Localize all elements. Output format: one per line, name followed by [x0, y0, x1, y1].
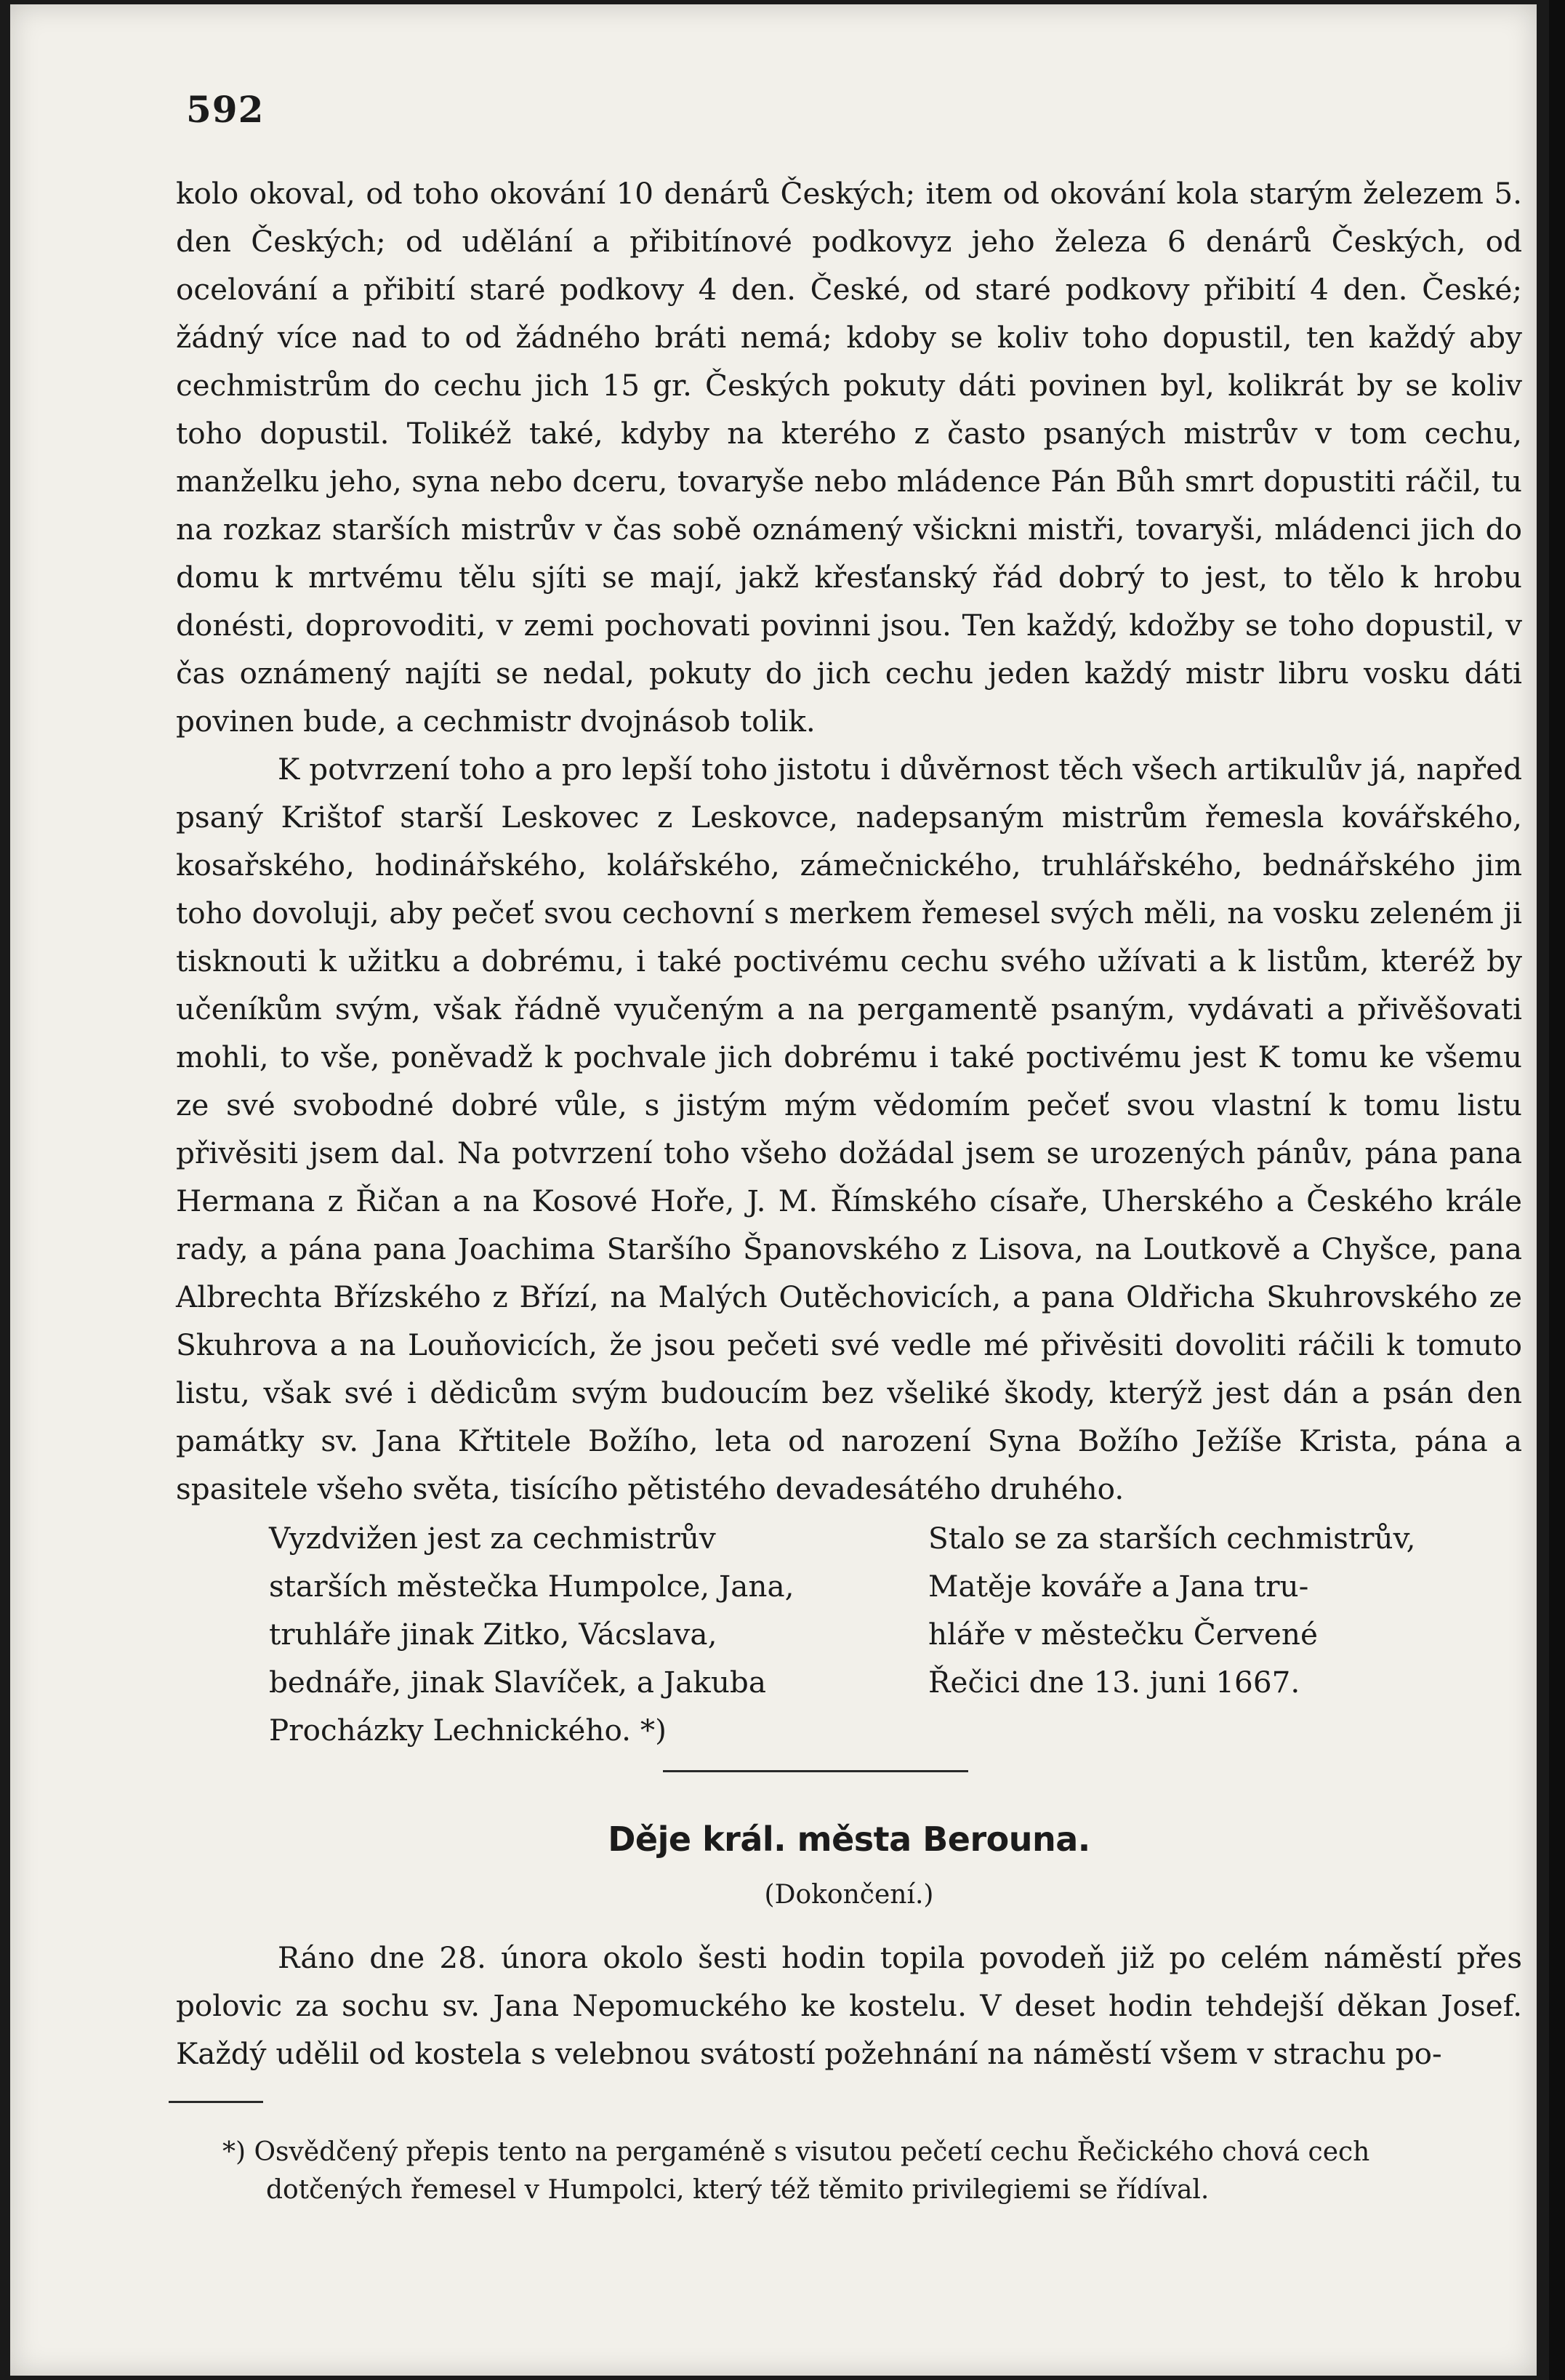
section-divider: [663, 1770, 968, 1772]
signature-left-line: Procházky Lechnického. *): [269, 1713, 667, 1748]
section-subtitle: (Dokončení.): [764, 1880, 934, 1910]
signature-right-line: Stalo se za starších cechmistrův,: [928, 1521, 1416, 1556]
signature-right-line: Řečici dne 13. juni 1667.: [928, 1665, 1300, 1700]
page-number: 592: [186, 88, 265, 131]
signature-left-line: bednáře, jinak Slavíček, a Jakuba: [269, 1665, 766, 1700]
signature-block: [176, 1514, 1522, 1754]
signature-right-line: Matěje kováře a Jana tru-: [928, 1569, 1309, 1604]
body-paragraph-1: kolo okoval, od toho okování 10 denárů Českých; item od okování kola starým železem 5. den Českých; od udělání a přibitínové podkovyz jeho železa 6 denárů Českých, od ocelování a přibití staré podkovy 4 den. České, od staré podkovy přibití 4 den. České; žádný více nad to od žádného bráti nemá; kdoby se koliv toho dopustil, ten každý aby cechmistrům do cechu jich 15 gr. Českých pokuty dáti povinen byl, kolikrát by se koliv toho dopustil. Tolikéž také, kdyby na kterého z často psaných mistrův v tom cechu, manželku jeho, syna nebo dceru, tovaryše nebo mládence Pán Bůh smrt dopustiti ráčil, tu na rozkaz starších mistrův v čas sobě oznámený všickni mistři, tovaryši, mládenci jich do domu k mrtvému tělu sjíti se mají, jakž křesťanský řád dobrý to jest, to tělo k hrobu donésti, doprovoditi, v zemi pochovati povinni jsou. Ten každý, kdožby se toho dopustil, v čas oznámený najíti se nedal, pokuty do jich cechu jeden každý mistr libru vosku dáti povinen bude, a cechmistr dvojnásob tolik.: [176, 176, 1522, 739]
signature-right-line: hláře v městečku Červené: [928, 1617, 1318, 1652]
signature-left: [269, 1514, 850, 1754]
document-page: [10, 4, 1537, 2376]
scan-edge: [1549, 0, 1565, 2380]
body-paragraph-2: K potvrzení toho a pro lepší toho jistotu i důvěrnost těch všech artikulův já, napřed psaný Krištof starší Leskovec z Leskovce, nadepsaným mistrům řemesla kovářského, kosařského, hodinářského, kolářského, zámečnického, truhlářského, bednářského jim toho dovoluji, aby pečeť svou cechovní s merkem řemesel svých měli, na vosku zeleném ji tisknouti k užitku a dobrému, i také poctivému cechu svého užívati a k listům, kteréž by učeníkům svým, však řádně vyučeným a na pergamentě psaným, vydávati a přivěšovati mohli, to vše, poněvadž k pochvale jich dobrému i také poctivému jest K tomu ke všemu ze své svobodné dobré vůle, s jistým mým vědomím pečeť svou vlastní k tomu listu přivěsiti jsem dal. Na potvrzení toho všeho dožádal jsem se urozených pánův, pána pana Hermana z Řičan a na Kosové Hoře, J. M. Římského císaře, Uherského a Českého krále rady, a pána pana Joachima Staršího Španovského z Lisova, na Loutkově a Chyšce, pana Albrechta Břízského z Břízí, na Malých Outěchovicích, a pana Oldřicha Skuhrovského ze Skuhrova a na Louňovicích, že jsou pečeti své vedle mé přivěsiti dovoliti ráčili k tomuto listu, však své i dědicům svým budoucím bez všeliké škody, kterýž jest dán a psán den památky sv. Jana Křtitele Božího, leta od narození Syna Božího Ježíše Krista, pána a spasitele všeho světa, tisícího pětistého devadesátého druhého.: [176, 752, 1522, 1506]
signature-right: [928, 1514, 1495, 1706]
body-paragraph-3: Ráno dne 28. února okolo šesti hodin topila povodeň již po celém náměstí přes polovic za sochu sv. Jana Nepomuckého ke kostelu. V deset hodin tehdejší děkan Josef. Každý udělil od kostela s velebnou svátostí požehnání na náměstí všem v strachu po-: [176, 1940, 1522, 2071]
footnote: *) Osvědčený přepis tento na pergaméně s visutou pečetí cechu Řečického chová cech dotčených řemesel v Humpolci, který též těmito privilegiemi se řídíval.: [222, 2137, 1370, 2205]
page-content: [176, 88, 1522, 2209]
section-title: Děje král. města Berouna.: [608, 1820, 1090, 1859]
footnote-rule: [169, 2101, 263, 2103]
signature-left-line: starších městečka Humpolce, Jana,: [269, 1569, 794, 1604]
signature-left-line: truhláře jinak Zitko, Vácslava,: [269, 1617, 717, 1652]
signature-left-line: Vyzdvižen jest za cechmistrův: [269, 1521, 716, 1556]
